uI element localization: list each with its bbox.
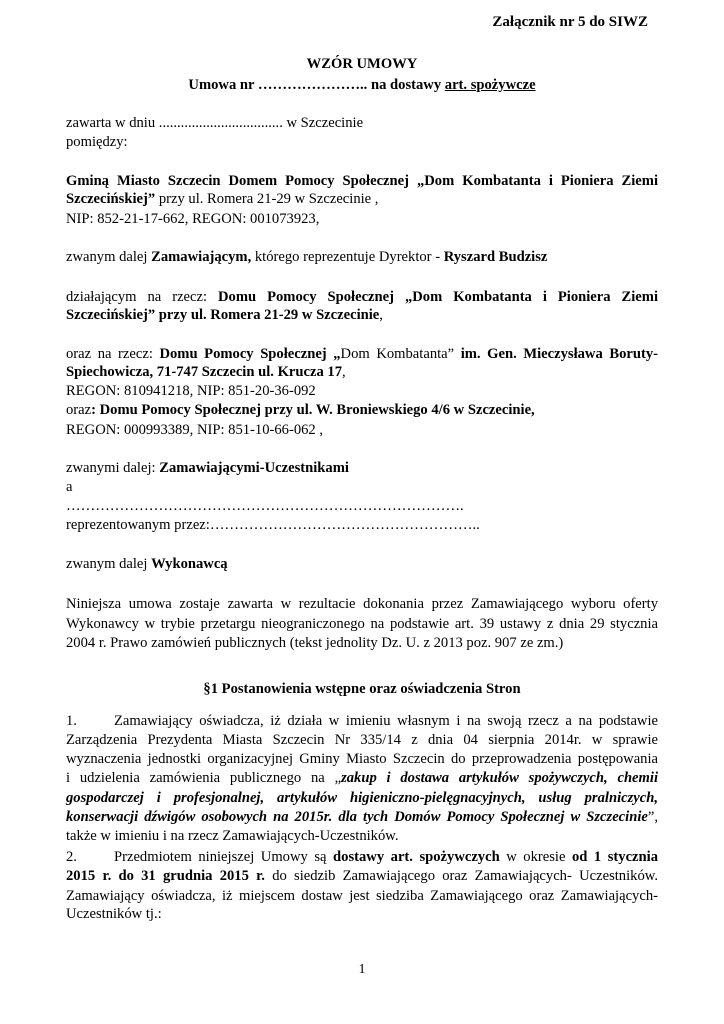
dzialajacym-address: Szczecińskiej” przy ul. Romera 21-29 w Szczecinie — [66, 307, 380, 323]
subtitle-prefix: Umowa nr ………………….. na dostawy — [188, 77, 445, 93]
oraz-dps-plain: Dom Kombatanta” — [340, 346, 455, 362]
zamawiajacy-middle: którego reprezentuje Dyrektor - — [251, 249, 444, 265]
party1-address: przy ul. Romera 21-29 w Szczecinie , — [155, 191, 379, 207]
oraz-ids-2: REGON: 000993389, NIP: 851-10-66-062 , — [66, 422, 324, 438]
p1-quote-end: ”, — [647, 809, 658, 825]
party1-ids: NIP: 852-21-17-662, REGON: 001073923, — [66, 211, 320, 227]
p1-line-4 — [66, 769, 658, 788]
zamawiajacy-term: Zamawiającym, — [151, 249, 252, 265]
wykonawca-prefix: zwanym dalej — [66, 556, 152, 572]
wykonawca-line — [66, 556, 228, 573]
oraz-line-2 — [66, 364, 346, 381]
dzialajacym-line-2 — [66, 307, 383, 324]
party1-line-2 — [66, 191, 378, 208]
oraz-line-1 — [66, 345, 658, 364]
preamble-line-1: Niniejsza umowa zostaje zawarta w rezultacie dokonania przez Zamawiającego wyboru oferty — [66, 596, 658, 612]
p2-text-2: do siedzib Zamawiającego oraz Zamawiających- Uczestników. — [264, 868, 658, 884]
p2-number: 2. — [66, 849, 77, 865]
oraz-ids-1: REGON: 810941218, NIP: 851-20-36-092 — [66, 383, 316, 399]
attachment-label: Załącznik nr 5 do SIWZ — [492, 14, 648, 30]
p1-number: 1. — [66, 713, 77, 729]
oraz-address: Spiechowicza, 71-747 Szczecin ul. Krucza 17 — [66, 364, 343, 380]
uczestnicy-term: Zamawiającymi-Uczestnikami — [159, 460, 349, 476]
p2-line-3: Zamawiający oświadcza, iż miejscem dostaw jest siedziba Zamawiającego oraz Zamawiających- — [66, 888, 658, 904]
document-title: WZÓR UMOWY — [306, 56, 418, 72]
dzialajacym-prefix: działającym na rzecz: — [66, 289, 219, 305]
conjunction-a: a — [66, 479, 73, 495]
p1-subject-1: zakup i dostawa artykułów spożywczych, chemii — [341, 770, 658, 786]
p1-line-3: wyznaczenia jednostki organizacyjnej Gminy Miasto Szczecin do przeprowadzenia postępowania — [66, 751, 658, 767]
subtitle-underlined: art. spożywcze — [444, 77, 536, 93]
zamawiajacy-line — [66, 249, 547, 266]
p1-text-1: Zamawiający oświadcza, iż działa w imieniu własnym i na swoją rzecz a na podstawie — [114, 713, 658, 729]
p1-text-4: i udzielenia zamówienia publicznego na „ — [66, 770, 342, 786]
intro-line-2: pomiędzy: — [66, 134, 128, 150]
section1-heading: §1 Postanowienia wstępne oraz oświadczenia Stron — [203, 681, 521, 697]
uczestnicy-prefix: zwanymi dalej: — [66, 460, 160, 476]
preamble-line-2: Wykonawcy w trybie przetargu nieograniczonego na podstawie art. 39 ustawy z dnia 29 stycznia — [66, 616, 658, 632]
oraz-dps: Domu Pomocy Społecznej „ — [159, 346, 341, 362]
party1-name-end: Szczecińskiej” — [66, 191, 156, 207]
uczestnicy-line — [66, 460, 349, 477]
contractor-name-placeholder: ………………………………………………………………………. — [66, 498, 464, 514]
p2-line-2 — [66, 867, 658, 886]
p2-period-prefix: w okresie — [499, 849, 572, 865]
director-name: Ryszard Budzisz — [443, 249, 548, 265]
document-subtitle — [0, 77, 724, 94]
oraz-patron: im. Gen. Mieczysława Boruty- — [454, 346, 658, 362]
intro-line-1: zawarta w dniu .................................. w Szczecinie — [66, 115, 364, 131]
oraz-comma: , — [342, 364, 346, 380]
p2-subject: dostawy art. spożywczych — [333, 849, 500, 865]
preamble-line-3: 2004 r. Prawo zamówień publicznych (tekst jednolity Dz. U. z 2013 poz. 907 ze zm.) — [66, 635, 564, 651]
p1-line-5: gospodarczej i profesjonalnej, artykułów higieniczno-pielęgnacyjnych, usług pralniczych, — [66, 790, 658, 806]
zamawiajacy-prefix: zwanym dalej — [66, 249, 152, 265]
p1-subject-3: konserwacji dźwigów osobowych na 2015r. dla tych Domów Pomocy Społecznej w Szczecinie — [66, 809, 648, 825]
dzialajacym-name: Domu Pomocy Społecznej „Dom Kombatanta i Pioniera Ziemi — [218, 289, 658, 305]
p2-text-1: Przedmiotem niniejszej Umowy są — [114, 849, 334, 865]
p1-line-2: Zarządzenia Prezydenta Miasta Szczecin Nr 335/14 z dnia 04 sierpnia 2014r. w sprawie — [66, 732, 658, 748]
oraz-line-4 — [66, 402, 535, 419]
party1-line-1: Gminą Miasto Szczecin Domem Pomocy Społecznej „Dom Kombatanta i Pioniera Ziemi — [66, 173, 658, 189]
p1-line-1 — [66, 712, 658, 731]
p2-period-start: od 1 stycznia — [571, 849, 658, 865]
contractor-representative-placeholder: reprezentowanym przez:……………………………………………….. — [66, 517, 480, 533]
oraz-prefix: oraz na rzecz: — [66, 346, 160, 362]
p1-line-7: także w imieniu i na rzecz Zamawiających-Uczestników. — [66, 828, 399, 844]
p1-line-6 — [66, 808, 658, 827]
wykonawca-term: Wykonawcą — [151, 556, 228, 572]
p2-line-4: Uczestników tj.: — [66, 906, 162, 922]
dzialajacym-comma: , — [379, 307, 383, 323]
p2-period-end: 2015 r. do 31 grudnia 2015 r. — [66, 868, 265, 884]
p2-line-1 — [66, 848, 658, 867]
dzialajacym-line-1 — [66, 288, 658, 307]
page-number: 1 — [358, 962, 366, 977]
oraz-second-prefix: oraz — [66, 402, 92, 418]
oraz-second-dps: : Domu Pomocy Społecznej przy ul. W. Broniewskiego 4/6 w Szczecinie, — [91, 402, 535, 418]
